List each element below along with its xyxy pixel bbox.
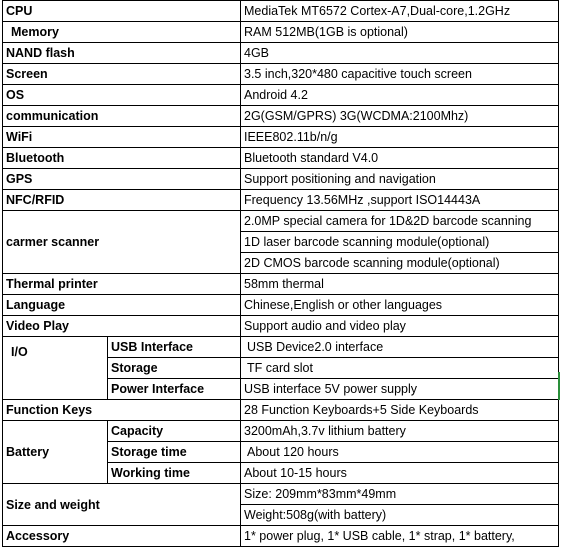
table-row — [3, 274, 559, 295]
battery-capacity-value: 3200mAh,3.7v lithium battery — [241, 421, 559, 442]
spec-table — [2, 0, 559, 547]
scanner-value-3: 2D CMOS barcode scanning module(optional) — [241, 253, 559, 274]
table-row — [3, 106, 559, 127]
cpu-value: MediaTek MT6572 Cortex-A7,Dual-core,1.2GHz — [241, 1, 559, 22]
function-keys-label: Function Keys — [3, 400, 241, 421]
printer-label: Thermal printer — [3, 274, 241, 295]
table-row — [3, 295, 559, 316]
screen-value: 3.5 inch,320*480 capacitive touch screen — [241, 64, 559, 85]
size-label: Size and weight — [3, 484, 241, 526]
communication-label: communication — [3, 106, 241, 127]
io-usb-value: USB Device2.0 interface — [241, 337, 559, 358]
io-storage-value: TF card slot — [241, 358, 559, 379]
printer-value: 58mm thermal — [241, 274, 559, 295]
nand-value: 4GB — [241, 43, 559, 64]
battery-working-value: About 10-15 hours — [241, 463, 559, 484]
battery-working-label: Working time — [108, 463, 241, 484]
table-row — [3, 1, 559, 22]
io-usb-label: USB Interface — [108, 337, 241, 358]
os-label: OS — [3, 85, 241, 106]
nfc-label: NFC/RFID — [3, 190, 241, 211]
scanner-label: carmer scanner — [3, 211, 241, 274]
table-row — [3, 337, 559, 358]
table-row — [3, 316, 559, 337]
nand-label: NAND flash — [3, 43, 241, 64]
weight-value: Weight:508g(with battery) — [241, 505, 559, 526]
bluetooth-label: Bluetooth — [3, 148, 241, 169]
accessory-value: 1* power plug, 1* USB cable, 1* strap, 1* battery, — [241, 526, 559, 547]
table-row — [3, 85, 559, 106]
size-value: Size: 209mm*83mm*49mm — [241, 484, 559, 505]
language-value: Chinese,English or other languages — [241, 295, 559, 316]
wifi-value: IEEE802.11b/n/g — [241, 127, 559, 148]
gps-label: GPS — [3, 169, 241, 190]
table-row — [3, 526, 559, 547]
battery-storage-value: About 120 hours — [241, 442, 559, 463]
table-row — [3, 22, 559, 43]
bluetooth-value: Bluetooth standard V4.0 — [241, 148, 559, 169]
table-row — [3, 484, 559, 505]
nfc-value: Frequency 13.56MHz ,support ISO14443A — [241, 190, 559, 211]
scanner-value-1: 2.0MP special camera for 1D&2D barcode scanning — [241, 211, 559, 232]
wifi-label: WiFi — [3, 127, 241, 148]
io-label: I/O — [3, 337, 108, 400]
language-label: Language — [3, 295, 241, 316]
scanner-value-2: 1D laser barcode scanning module(optional) — [241, 232, 559, 253]
battery-storage-label: Storage time — [108, 442, 241, 463]
video-value: Support audio and video play — [241, 316, 559, 337]
io-storage-label: Storage — [108, 358, 241, 379]
margin-marker — [558, 372, 560, 400]
io-power-value: USB interface 5V power supply — [241, 379, 559, 400]
battery-label: Battery — [3, 421, 108, 484]
table-row — [3, 169, 559, 190]
battery-capacity-label: Capacity — [108, 421, 241, 442]
communication-value: 2G(GSM/GPRS) 3G(WCDMA:2100Mhz) — [241, 106, 559, 127]
memory-label: Memory — [3, 22, 241, 43]
table-row — [3, 148, 559, 169]
os-value: Android 4.2 — [241, 85, 559, 106]
io-power-label: Power Interface — [108, 379, 241, 400]
table-row — [3, 64, 559, 85]
table-row — [3, 43, 559, 64]
function-keys-value: 28 Function Keyboards+5 Side Keyboards — [241, 400, 559, 421]
memory-value: RAM 512MB(1GB is optional) — [241, 22, 559, 43]
table-row — [3, 400, 559, 421]
table-row — [3, 421, 559, 442]
table-row — [3, 211, 559, 232]
accessory-label: Accessory — [3, 526, 241, 547]
cpu-label: CPU — [3, 1, 241, 22]
screen-label: Screen — [3, 64, 241, 85]
gps-value: Support positioning and navigation — [241, 169, 559, 190]
table-row — [3, 190, 559, 211]
video-label: Video Play — [3, 316, 241, 337]
table-row — [3, 127, 559, 148]
